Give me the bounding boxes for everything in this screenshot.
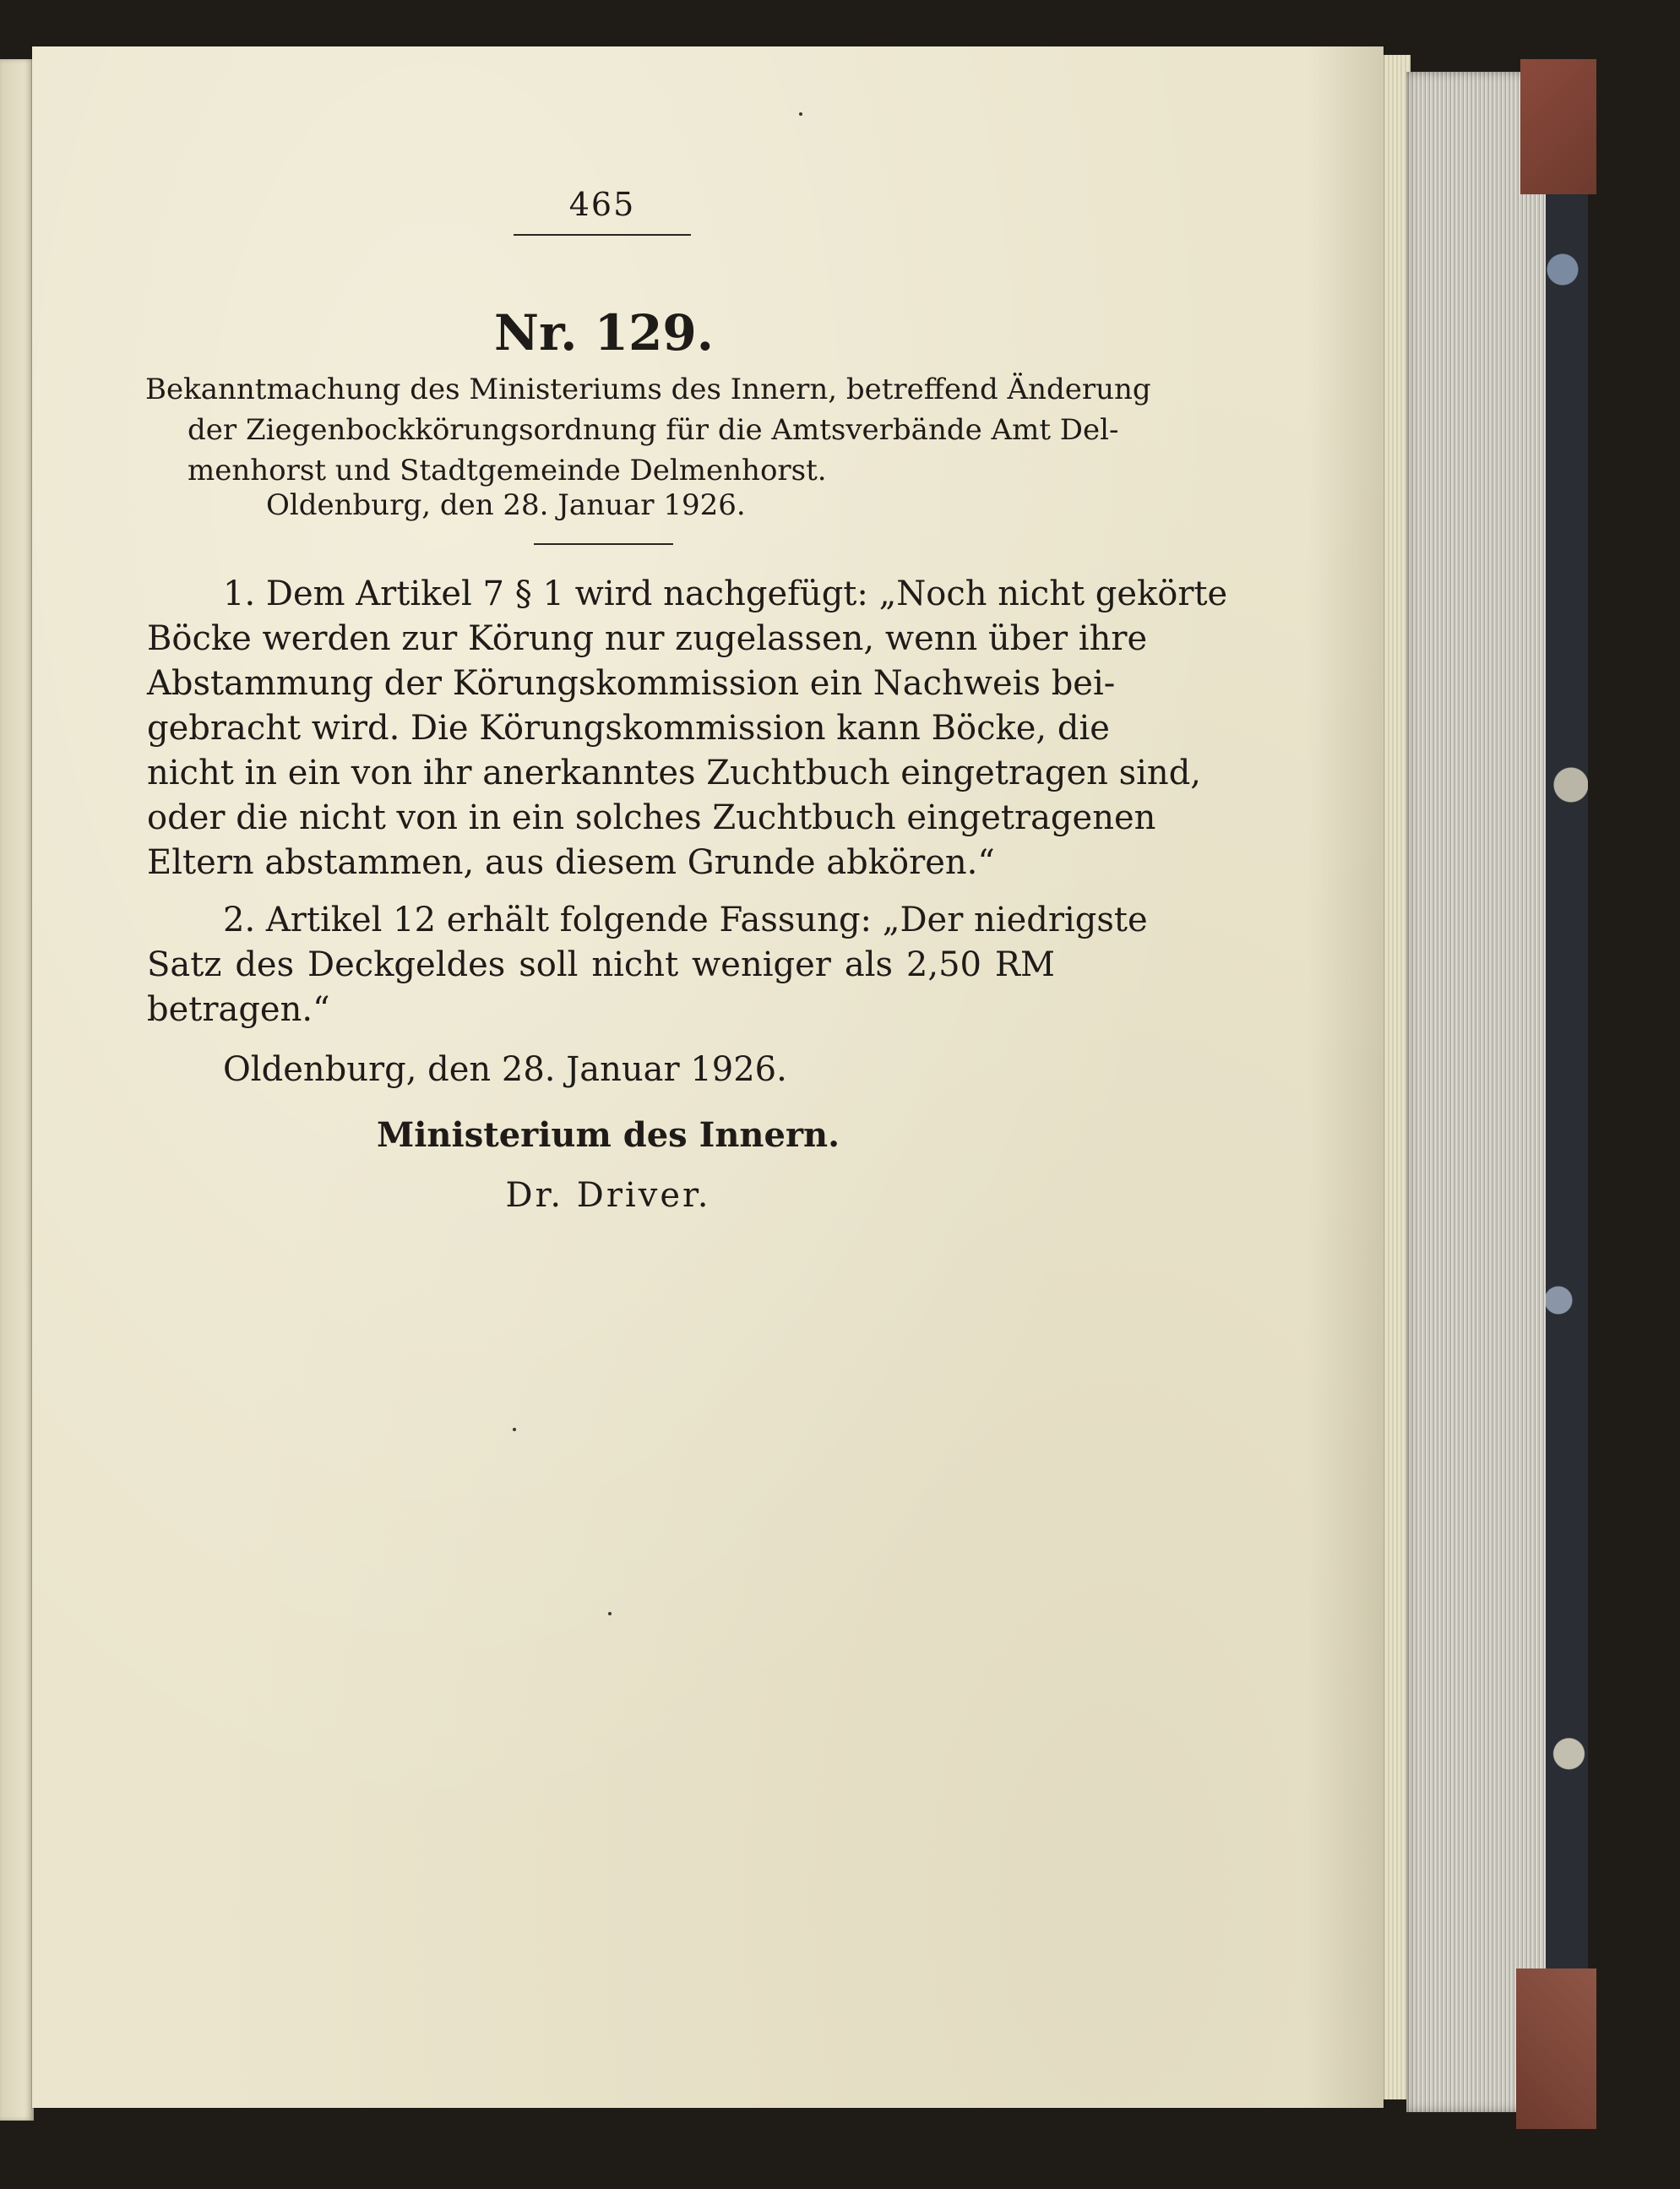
summary-rule [534,543,673,545]
article-2-line: 2. Artikel 12 erhält folgende Fassung: „Der niedrigste [223,901,1148,939]
closing-date: Oldenburg, den 28. Januar 1926. [223,1050,787,1089]
page-speck [608,1612,612,1615]
article-1-line: Böcke werden zur Körung nur zugelassen, wenn über ihre [147,619,1148,658]
cover-corner-top [1520,59,1596,194]
summary-line: der Ziegenbockkörungsordnung für die Amtsverbände Amt Del- [188,413,1119,447]
page-speck [513,1428,516,1431]
decree-summary [145,369,1151,491]
article-1-line: gebracht wird. Die Körungskommission kann Böcke, die [147,709,1110,748]
article-1-line: oder die nicht von in ein solches Zuchtbuch eingetragenen [147,798,1156,837]
article-1-line: nicht in ein von ihr anerkanntes Zuchtbuch eingetragen sind, [147,754,1202,792]
dateline: Oldenburg, den 28. Januar 1926. [266,488,746,522]
issuing-authority: Ministerium des Innern. [376,1115,840,1155]
article-2 [147,898,1148,1032]
cover-corner-bottom [1516,1968,1596,2129]
summary-line: Bekanntmachung des Ministeriums des Innern, betreffend Änderung [145,373,1151,406]
marbled-cover [1546,63,1588,2125]
article-1-line: Abstammung der Körungskommission ein Nachweis bei- [147,664,1116,703]
article-1 [147,572,1228,885]
article-1-line: 1. Dem Artikel 7 § 1 wird nachgefügt: „Noch nicht gekörte [223,574,1228,613]
page-number-rule [514,234,691,236]
page-speck [799,112,802,116]
article-2-line: betragen.“ [147,990,330,1029]
signature: Dr. Driver. [505,1176,711,1215]
decree-heading: Nr. 129. [494,304,714,362]
book-block [1406,72,1567,2112]
facing-page-edge [0,59,34,2121]
article-1-line: Eltern abstammen, aus diesem Grunde abkören.“ [147,843,995,882]
summary-line: menhorst und Stadtgemeinde Delmenhorst. [188,454,827,487]
article-2-line: Satz des Deckgeldes soll nicht weniger als 2,50 RM [147,945,1055,984]
page-number: 465 [568,186,636,223]
